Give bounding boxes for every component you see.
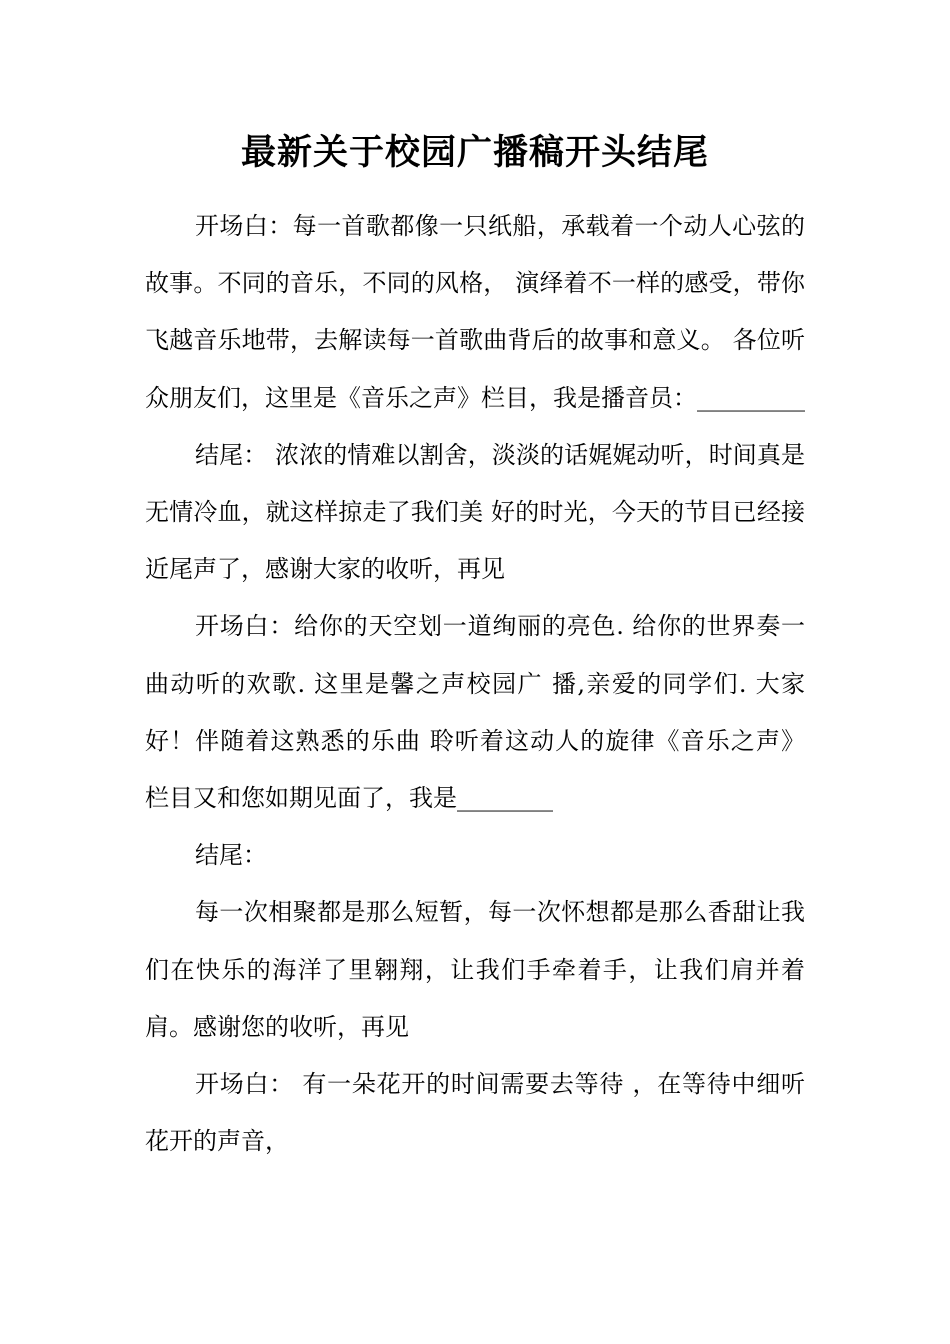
paragraph-opening-3: 开场白： 有一朵花开的时间需要去等待 ，在等待中细听花开的声音，: [145, 1070, 805, 1156]
document-body: [145, 198, 805, 1170]
paragraph-opening-2: 开场白：给你的天空划一道绚丽的亮色. 给你的世界奏一曲动听的欢歌. 这里是馨之声校园广 播,亲爱的同学们. 大家好！伴随着这熟悉的乐曲 聆听着这动人的旋律《音乐之声》 栏目又和您如期见面了，我是________: [145, 612, 805, 813]
paragraph-opening-1: 开场白：每一首歌都像一只纸船，承载着一个动人心弦的故事。不同的音乐，不同的风格， 演绎着不一样的感受，带你飞越音乐地带，去解读每一首歌曲背后的故事和意义。 各位听众朋友们，这里是《音乐之声》栏目，我是播音员：_________: [145, 212, 805, 412]
paragraph-ending-2-heading: 结尾：: [195, 841, 267, 870]
paragraph-ending-2-text: 每一次相聚都是那么短暂，每一次怀想都是那么香甜让我们在快乐的海洋了里翱翔，让我们手牵着手，让我们肩并着肩。感谢您的收听，再见: [145, 898, 805, 1041]
document-title: 最新关于校园广播稿开头结尾: [240, 132, 709, 173]
paragraph-ending-1: 结尾： 浓浓的情难以割舍，淡淡的话娓娓动听，时间真是无情冷血，就这样掠走了我们美 好的时光，今天的节目已经接近尾声了，感谢大家的收听，再见: [145, 440, 805, 584]
